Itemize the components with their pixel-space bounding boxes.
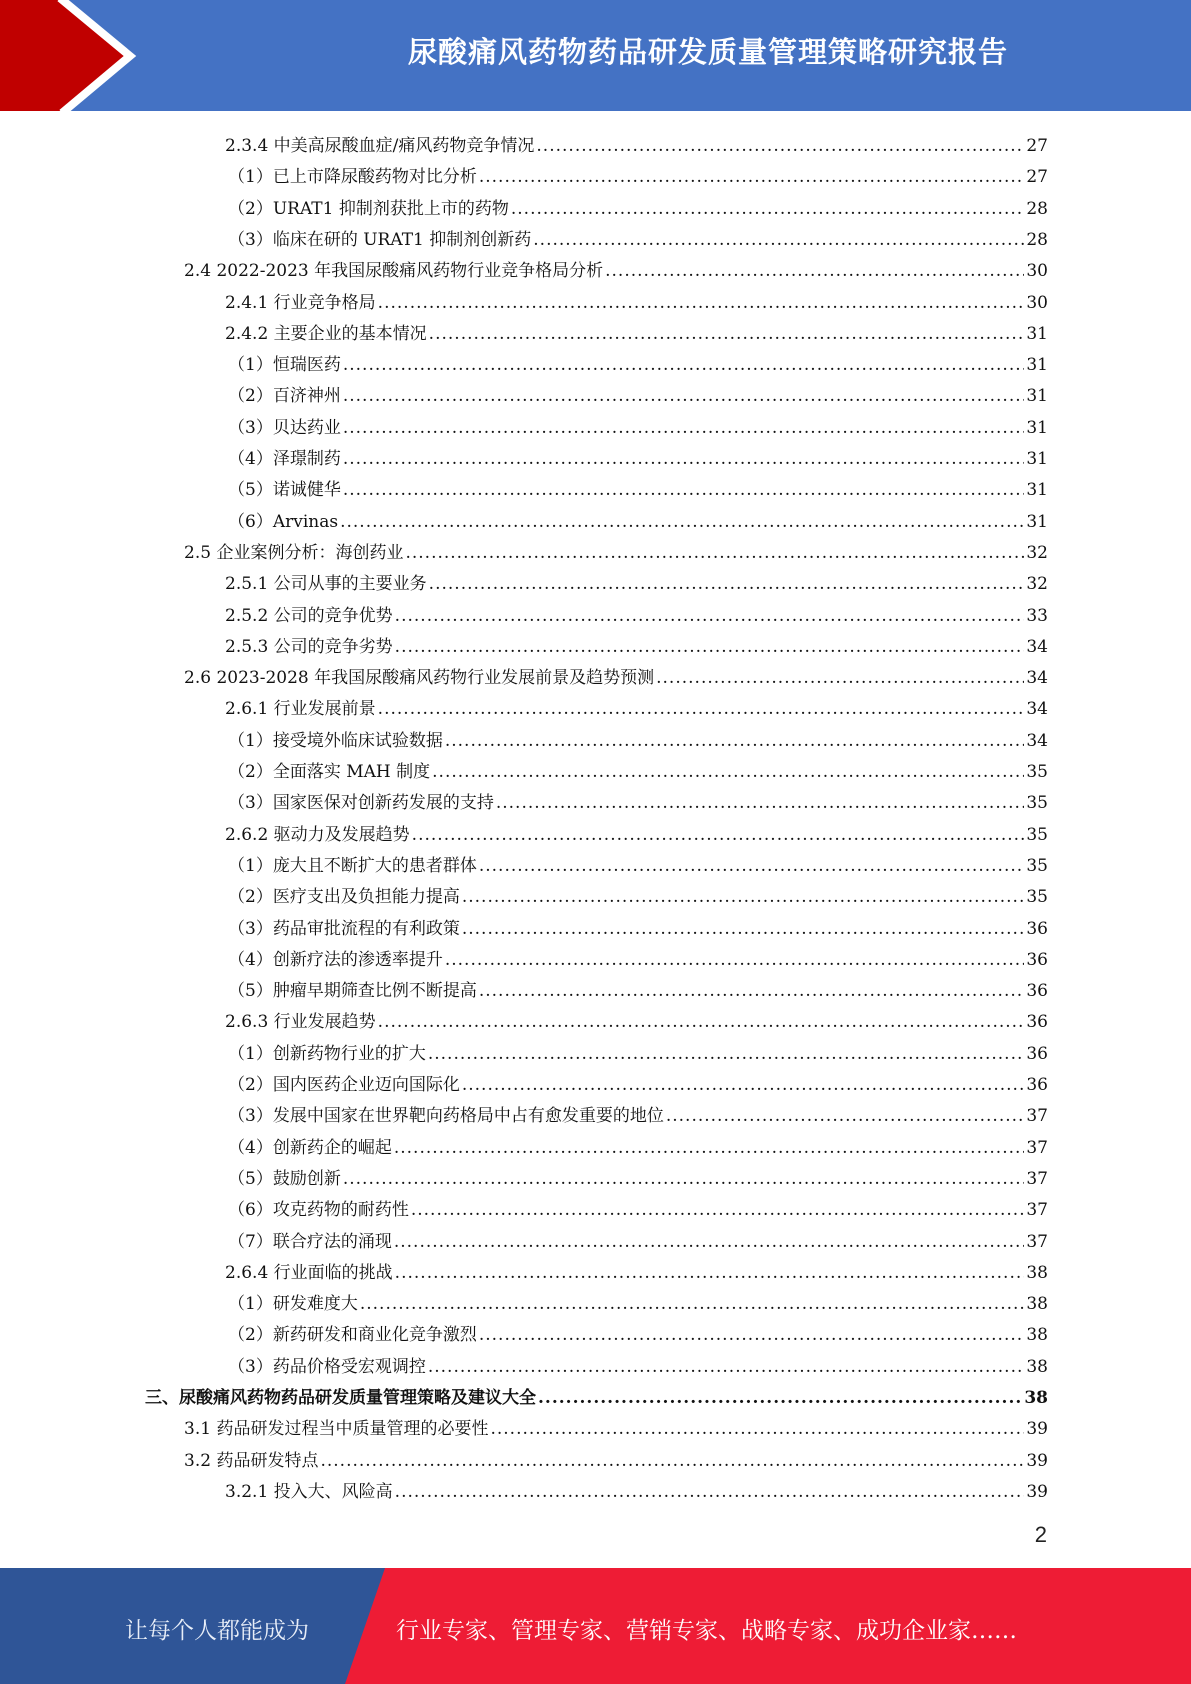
toc-entry-title: （3）贝达药业 bbox=[228, 417, 341, 438]
toc-entry-title: （1）恒瑞医药 bbox=[228, 355, 341, 376]
toc-leader-dots bbox=[666, 1106, 1025, 1126]
toc-entry-page: 37 bbox=[1026, 1168, 1048, 1189]
footer-slogan-left: 让每个人都能成为 bbox=[125, 1618, 309, 1644]
toc-entry-page: 33 bbox=[1026, 605, 1048, 626]
toc-entry[interactable] bbox=[225, 1258, 1048, 1282]
toc-entry-page: 31 bbox=[1026, 386, 1048, 407]
toc-leader-dots bbox=[428, 1044, 1025, 1064]
toc-entry[interactable] bbox=[228, 1227, 1048, 1251]
toc-entry-title: 3.2 药品研发特点 bbox=[184, 1450, 319, 1471]
toc-entry[interactable] bbox=[228, 162, 1048, 186]
toc-entry-page: 34 bbox=[1026, 636, 1048, 657]
toc-leader-dots bbox=[395, 1263, 1025, 1283]
toc-entry-title: （3）药品价格受宏观调控 bbox=[228, 1356, 426, 1377]
toc-entry[interactable] bbox=[228, 976, 1048, 1000]
page-header bbox=[0, 0, 1191, 111]
toc-entry-page: 30 bbox=[1026, 261, 1048, 282]
toc-entry-page: 31 bbox=[1026, 511, 1048, 532]
toc-entry-page: 35 bbox=[1026, 824, 1048, 845]
toc-entry-title: （2）医疗支出及负担能力提高 bbox=[228, 887, 460, 908]
toc-entry-page: 28 bbox=[1026, 229, 1048, 250]
toc-entry-page: 39 bbox=[1026, 1450, 1048, 1471]
toc-entry[interactable] bbox=[225, 569, 1048, 593]
toc-entry-title: （1）研发难度大 bbox=[228, 1294, 358, 1315]
toc-entry-page: 37 bbox=[1026, 1231, 1048, 1252]
toc-entry-title: （1）庞大且不断扩大的患者群体 bbox=[228, 855, 477, 876]
toc-entry-title: （4）创新药企的崛起 bbox=[228, 1137, 392, 1158]
toc-entry[interactable] bbox=[184, 1446, 1048, 1470]
toc-entry-title: 2.6.2 驱动力及发展趋势 bbox=[225, 824, 410, 845]
toc-leader-dots bbox=[462, 887, 1025, 907]
footer-slogan-right: 行业专家、管理专家、营销专家、战略专家、成功企业家…… bbox=[396, 1618, 1017, 1644]
toc-leader-dots bbox=[432, 762, 1024, 782]
toc-entry-page: 31 bbox=[1026, 480, 1048, 501]
report-title: 尿酸痛风药物药品研发质量管理策略研究报告 bbox=[407, 35, 1008, 69]
toc-entry[interactable] bbox=[228, 757, 1048, 781]
toc-leader-dots bbox=[394, 1232, 1025, 1252]
toc-entry-title: （2）全面落实 MAH 制度 bbox=[228, 762, 431, 782]
toc-entry-title: 2.5 企业案例分析：海创药业 bbox=[184, 542, 404, 563]
toc-leader-dots bbox=[378, 1012, 1025, 1032]
toc-entry[interactable] bbox=[228, 194, 1048, 218]
toc-entry-title: （3）临床在研的 URAT1 抑制剂创新药 bbox=[228, 229, 532, 250]
toc-entry-page: 32 bbox=[1026, 574, 1048, 595]
toc-entry[interactable] bbox=[225, 601, 1048, 625]
toc-entry-title: 2.3.4 中美高尿酸血症/痛风药物竞争情况 bbox=[225, 136, 535, 156]
toc-entry-title: 2.5.1 公司从事的主要业务 bbox=[225, 574, 427, 595]
toc-leader-dots bbox=[343, 449, 1025, 469]
toc-entry[interactable] bbox=[184, 663, 1048, 687]
toc-entry[interactable] bbox=[228, 851, 1048, 875]
toc-leader-dots bbox=[378, 699, 1025, 719]
toc-entry-title: （3）发展中国家在世界靶向药格局中占有愈发重要的地位 bbox=[228, 1106, 664, 1127]
toc-entry-title: 3.2.1 投入大、风险高 bbox=[225, 1481, 393, 1502]
toc-leader-dots bbox=[496, 793, 1025, 813]
toc-entry[interactable] bbox=[228, 1195, 1048, 1219]
toc-entry-page: 38 bbox=[1026, 1325, 1048, 1346]
toc-entry-page: 38 bbox=[1026, 1356, 1048, 1377]
toc-entry[interactable] bbox=[228, 381, 1048, 405]
toc-entry-title: （1）已上市降尿酸药物对比分析 bbox=[228, 167, 477, 188]
toc-entry-title: （2）国内医药企业迈向国际化 bbox=[228, 1075, 460, 1095]
toc-leader-dots bbox=[429, 324, 1025, 344]
toc-entry[interactable] bbox=[228, 1352, 1048, 1376]
toc-entry-title: （2）新药研发和商业化竞争激烈 bbox=[228, 1325, 477, 1346]
toc-entry-page: 35 bbox=[1026, 762, 1048, 782]
toc-leader-dots bbox=[320, 1451, 1024, 1471]
toc-entry-title: （4）创新疗法的渗透率提升 bbox=[228, 949, 443, 970]
toc-entry[interactable] bbox=[145, 1383, 1048, 1407]
toc-entry[interactable] bbox=[225, 820, 1048, 844]
toc-entry[interactable] bbox=[228, 1320, 1048, 1344]
toc-entry[interactable] bbox=[228, 1164, 1048, 1188]
toc-entry-title: （4）泽璟制药 bbox=[228, 449, 341, 469]
toc-leader-dots bbox=[428, 1357, 1025, 1377]
toc-entry-title: 2.5.2 公司的竞争优势 bbox=[225, 605, 393, 626]
toc-entry-title: （3）国家医保对创新药发展的支持 bbox=[228, 793, 494, 814]
header-chevron-decoration bbox=[0, 0, 200, 111]
toc-leader-dots bbox=[405, 543, 1024, 563]
toc-leader-dots bbox=[462, 1075, 1025, 1095]
toc-leader-dots bbox=[445, 731, 1025, 751]
toc-leader-dots bbox=[536, 136, 1024, 156]
toc-leader-dots bbox=[395, 1482, 1025, 1502]
toc-leader-dots bbox=[411, 1200, 1025, 1220]
toc-entry[interactable] bbox=[228, 882, 1048, 906]
toc-entry[interactable] bbox=[225, 319, 1048, 343]
toc-entry-title: 2.4 2022-2023 年我国尿酸痛风药物行业竞争格局分析 bbox=[184, 261, 604, 282]
toc-entry-page: 27 bbox=[1026, 136, 1048, 156]
toc-leader-dots bbox=[343, 480, 1025, 500]
toc-leader-dots bbox=[343, 386, 1025, 406]
toc-leader-dots bbox=[533, 230, 1024, 250]
toc-entry-page: 36 bbox=[1026, 981, 1048, 1002]
toc-entry-title: （6）攻克药物的耐药性 bbox=[228, 1200, 409, 1221]
toc-entry-page: 31 bbox=[1026, 323, 1048, 344]
toc-entry[interactable] bbox=[228, 1101, 1048, 1125]
toc-entry-page: 38 bbox=[1026, 1294, 1048, 1315]
toc-entry[interactable] bbox=[228, 1133, 1048, 1157]
toc-entry-page: 31 bbox=[1026, 355, 1048, 376]
toc-entry-title: （5）肿瘤早期筛查比例不断提高 bbox=[228, 981, 477, 1002]
toc-entry-title: （6）Arvinas bbox=[228, 511, 339, 532]
toc-entry-title: （2）URAT1 抑制剂获批上市的药物 bbox=[228, 198, 509, 219]
toc-entry-page: 34 bbox=[1026, 668, 1048, 689]
toc-entry-page: 31 bbox=[1026, 449, 1048, 469]
toc-entry[interactable] bbox=[228, 225, 1048, 249]
toc-entry-page: 31 bbox=[1026, 417, 1048, 438]
toc-entry-page: 35 bbox=[1026, 855, 1048, 876]
page-number: 2 bbox=[1034, 1522, 1047, 1547]
toc-entry-page: 30 bbox=[1026, 292, 1048, 313]
toc-entry-page: 37 bbox=[1026, 1137, 1048, 1158]
toc-leader-dots bbox=[656, 668, 1024, 688]
toc-leader-dots bbox=[605, 261, 1024, 281]
toc-entry-page: 36 bbox=[1026, 1075, 1048, 1095]
toc-entry-page: 37 bbox=[1026, 1200, 1048, 1221]
toc-entry[interactable] bbox=[228, 350, 1048, 374]
toc-entry[interactable] bbox=[225, 131, 1048, 155]
toc-entry-page: 34 bbox=[1026, 730, 1048, 751]
toc-entry-page: 36 bbox=[1026, 1012, 1048, 1033]
toc-entry-title: 2.6.3 行业发展趋势 bbox=[225, 1012, 376, 1033]
toc-entry-title: （7）联合疗法的涌现 bbox=[228, 1231, 392, 1252]
toc-entry-title: （1）接受境外临床试验数据 bbox=[228, 730, 443, 751]
toc-entry-title: 2.4.1 行业竞争格局 bbox=[225, 292, 376, 313]
toc-entry[interactable] bbox=[228, 945, 1048, 969]
toc-entry-page: 27 bbox=[1026, 167, 1048, 188]
toc-leader-dots bbox=[343, 418, 1025, 438]
toc-leader-dots bbox=[343, 355, 1025, 375]
toc-entry[interactable] bbox=[228, 444, 1048, 468]
toc-entry[interactable] bbox=[225, 694, 1048, 718]
toc-entry-title: 2.6 2023-2028 年我国尿酸痛风药物行业发展前景及趋势预测 bbox=[184, 668, 655, 689]
toc-leader-dots bbox=[445, 950, 1025, 970]
toc-entry-page: 34 bbox=[1026, 699, 1048, 720]
toc-entry-page: 35 bbox=[1026, 887, 1048, 908]
toc-entry-title: （5）鼓励创新 bbox=[228, 1168, 341, 1189]
toc-entry[interactable] bbox=[225, 1007, 1048, 1031]
toc-entry-title: 2.6.1 行业发展前景 bbox=[225, 699, 376, 720]
toc-leader-dots bbox=[395, 637, 1025, 657]
toc-entry-page: 36 bbox=[1026, 949, 1048, 970]
toc-leader-dots bbox=[395, 606, 1025, 626]
toc-leader-dots bbox=[394, 1138, 1025, 1158]
toc-entry-page: 28 bbox=[1026, 198, 1048, 219]
toc-entry-title: （1）创新药物行业的扩大 bbox=[228, 1043, 426, 1064]
toc-leader-dots bbox=[490, 1419, 1024, 1439]
toc-entry[interactable] bbox=[184, 256, 1048, 280]
toc-leader-dots bbox=[538, 1388, 1022, 1408]
toc-entry[interactable] bbox=[228, 475, 1048, 499]
toc-leader-dots bbox=[479, 856, 1025, 876]
toc-leader-dots bbox=[479, 1325, 1025, 1345]
toc-leader-dots bbox=[462, 919, 1025, 939]
toc-entry-page: 35 bbox=[1026, 793, 1048, 814]
toc-leader-dots bbox=[479, 981, 1025, 1001]
toc-entry[interactable] bbox=[225, 288, 1048, 312]
toc-leader-dots bbox=[511, 199, 1025, 219]
toc-leader-dots bbox=[343, 1169, 1025, 1189]
toc-entry-title: （2）百济神州 bbox=[228, 386, 341, 407]
toc-entry-title: 三、尿酸痛风药物药品研发质量管理策略及建议大全 bbox=[145, 1388, 536, 1408]
toc-entry[interactable] bbox=[228, 1039, 1048, 1063]
toc-entry[interactable] bbox=[225, 1477, 1048, 1501]
toc-leader-dots bbox=[429, 574, 1025, 594]
toc-entry[interactable] bbox=[228, 1070, 1048, 1094]
toc-entry[interactable] bbox=[225, 632, 1048, 656]
toc-entry[interactable] bbox=[228, 507, 1048, 531]
toc-leader-dots bbox=[412, 825, 1025, 845]
toc-leader-dots bbox=[479, 167, 1025, 187]
toc-entry-page: 38 bbox=[1024, 1388, 1048, 1408]
toc-entry-title: （3）药品审批流程的有利政策 bbox=[228, 918, 460, 939]
toc-entry[interactable] bbox=[184, 1414, 1048, 1438]
toc-entry-page: 36 bbox=[1026, 918, 1048, 939]
toc-entry[interactable] bbox=[228, 726, 1048, 750]
toc-entry-page: 32 bbox=[1026, 542, 1048, 563]
toc-entry-title: 2.4.2 主要企业的基本情况 bbox=[225, 323, 427, 344]
toc-entry-title: 2.5.3 公司的竞争劣势 bbox=[225, 636, 393, 657]
toc-entry-page: 36 bbox=[1026, 1043, 1048, 1064]
toc-entry[interactable] bbox=[228, 1289, 1048, 1313]
toc-entry-page: 38 bbox=[1026, 1262, 1048, 1283]
toc-leader-dots bbox=[360, 1294, 1025, 1314]
toc-entry[interactable] bbox=[228, 914, 1048, 938]
toc-entry-title: 3.1 药品研发过程当中质量管理的必要性 bbox=[184, 1419, 489, 1440]
toc-entry[interactable] bbox=[184, 538, 1048, 562]
toc-entry-page: 39 bbox=[1026, 1419, 1048, 1440]
toc-entry[interactable] bbox=[228, 413, 1048, 437]
toc-leader-dots bbox=[378, 293, 1025, 313]
toc-entry[interactable] bbox=[228, 788, 1048, 812]
toc-leader-dots bbox=[340, 512, 1024, 532]
toc-entry-page: 39 bbox=[1026, 1481, 1048, 1502]
toc-entry-title: （5）诺诚健华 bbox=[228, 480, 341, 501]
toc-entry-title: 2.6.4 行业面临的挑战 bbox=[225, 1262, 393, 1283]
toc-entry-page: 37 bbox=[1026, 1106, 1048, 1127]
